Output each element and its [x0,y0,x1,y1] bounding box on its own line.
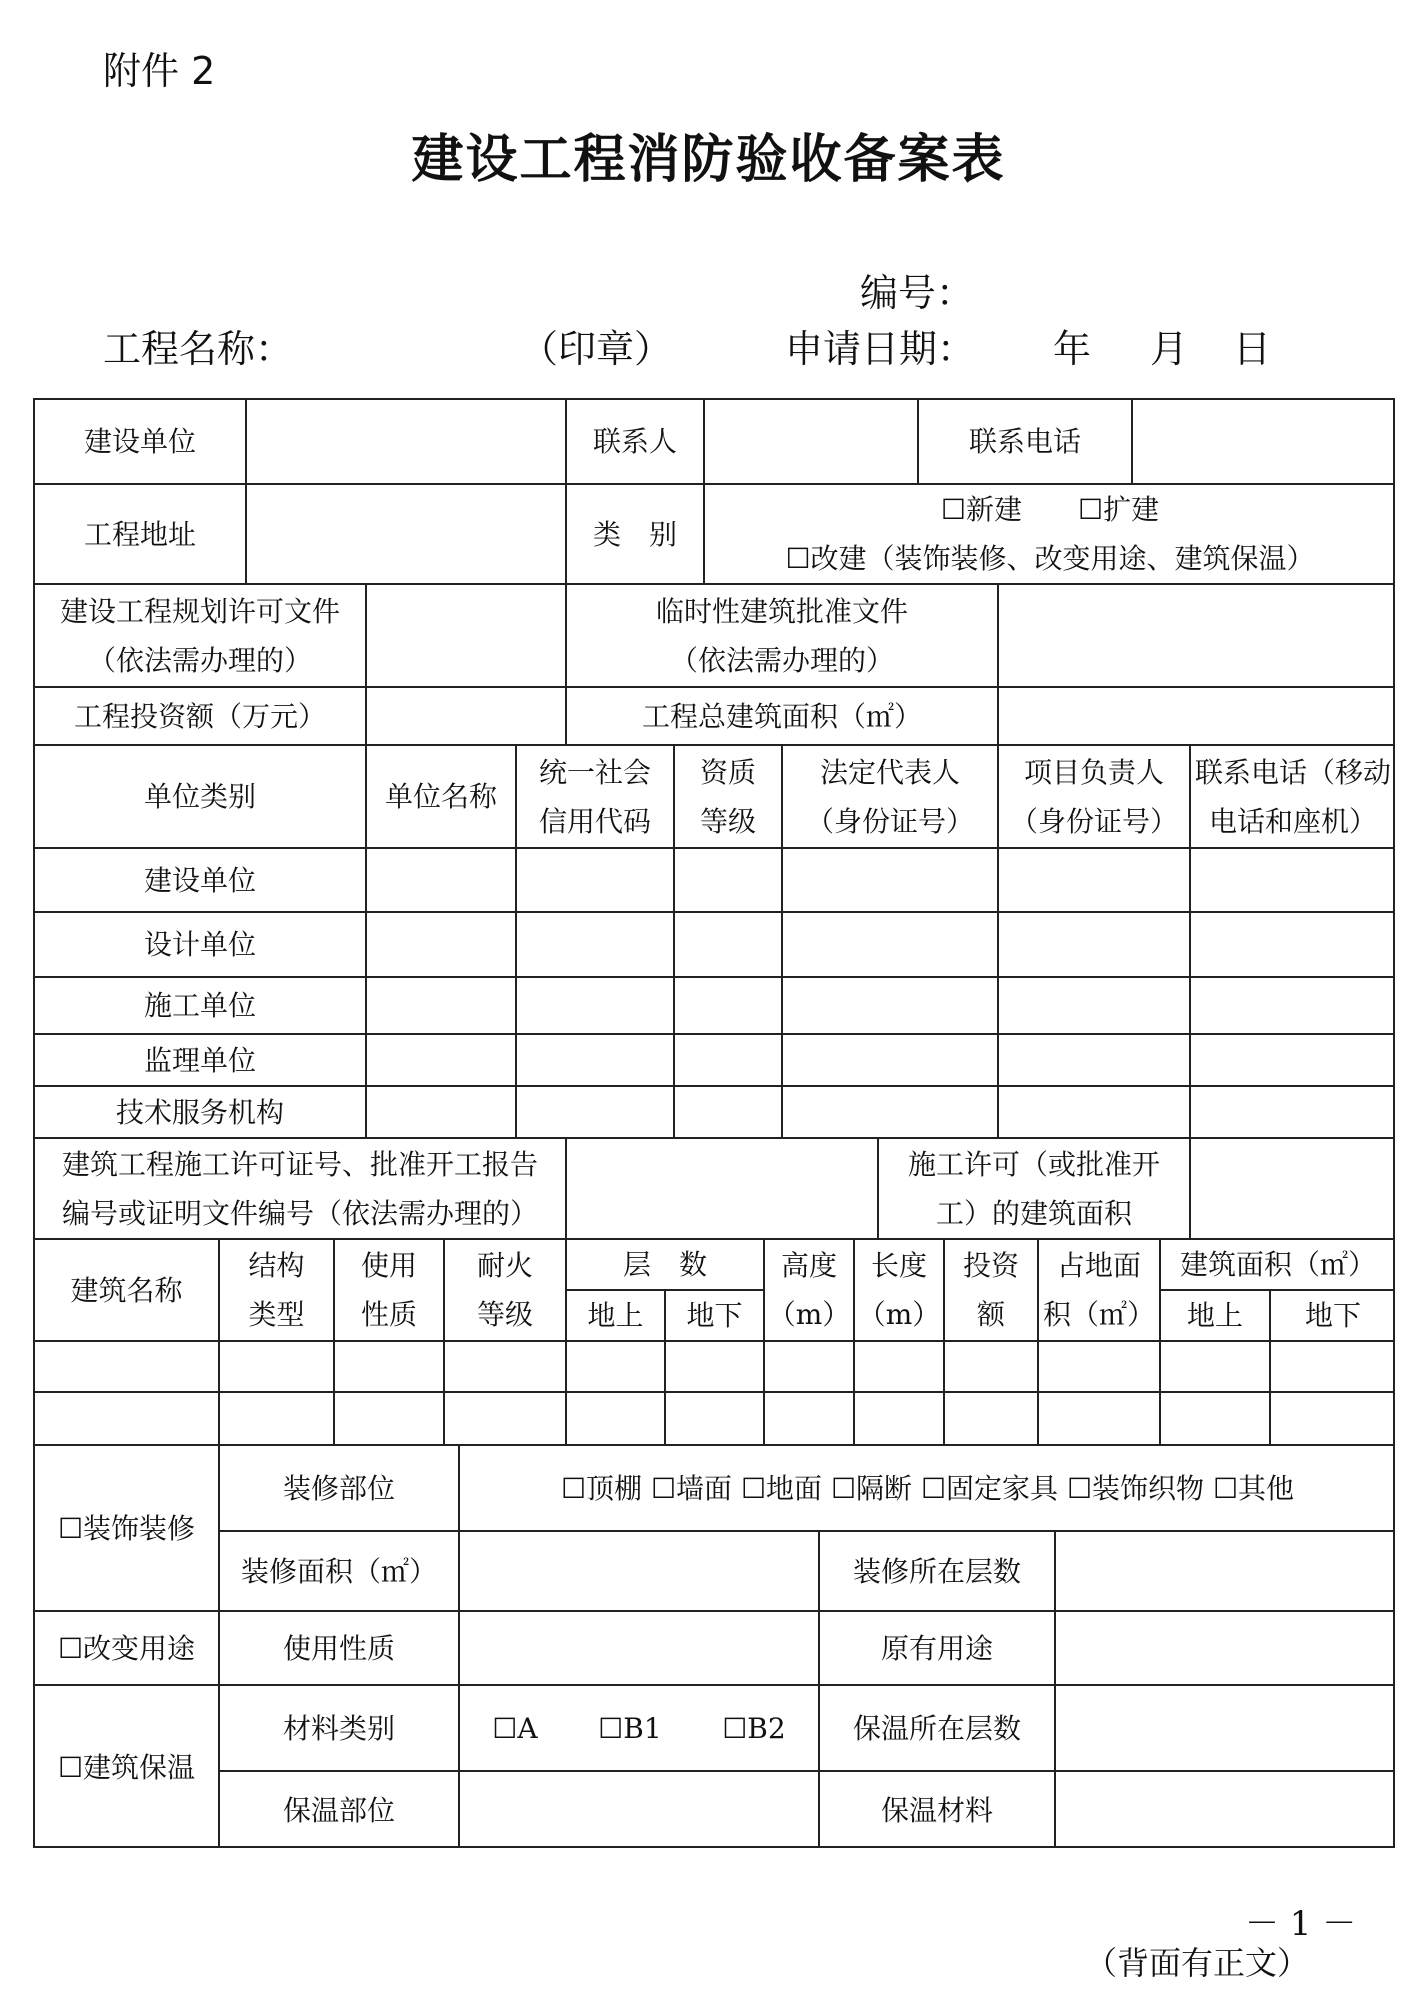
field-insulation-material[interactable] [1054,1770,1395,1848]
header-floors-above: 地上 [565,1289,664,1340]
building-cell[interactable] [33,1340,218,1391]
building-cell[interactable] [1037,1391,1159,1444]
change-use-checkbox[interactable]: ☐改变用途 [33,1610,218,1684]
label-planning-permit: 建设工程规划许可文件 （依法需办理的） [33,583,365,686]
project-name-label: 工程名称： [103,327,294,371]
label-insulation-part: 保温部位 [218,1770,458,1848]
number-label: 编号： [860,271,975,315]
building-cell[interactable] [943,1391,1037,1444]
field-temp-approval[interactable] [997,583,1395,686]
header-length: 长度 （m） [853,1238,943,1340]
month-label: 月 [1150,327,1189,371]
label-permit-area: 施工许可（或批准开 工）的建筑面积 [877,1137,1189,1238]
building-cell[interactable] [565,1340,664,1391]
field-contact-phone[interactable] [1131,398,1395,483]
header-usage-nature: 使用 性质 [333,1238,443,1340]
unit-row-label: 设计单位 [33,911,365,976]
label-total-area: 工程总建筑面积（㎡） [565,686,997,744]
label-original-use: 原有用途 [818,1610,1054,1684]
unit-cell[interactable] [365,1085,515,1137]
unit-cell[interactable] [515,847,673,911]
building-cell[interactable] [763,1340,853,1391]
header-structure-type: 结构 类型 [218,1238,333,1340]
field-contact-person[interactable] [703,398,917,483]
field-insulation-floors[interactable] [1054,1684,1395,1770]
unit-row-label: 技术服务机构 [33,1085,365,1137]
seal-label: （印章） [520,327,673,371]
header-building-area: 建筑面积（㎡） [1159,1238,1395,1289]
back-note: （背面有正文） [1085,1944,1310,1982]
building-cell[interactable] [218,1340,333,1391]
unit-cell[interactable] [515,1033,673,1085]
building-cell[interactable] [333,1340,443,1391]
field-construction-permit[interactable] [565,1137,877,1238]
field-total-area[interactable] [997,686,1395,744]
header-investment: 投资 额 [943,1238,1037,1340]
building-cell[interactable] [943,1340,1037,1391]
record-form-table [33,398,1395,1848]
unit-cell[interactable] [997,1033,1189,1085]
building-cell[interactable] [1269,1340,1395,1391]
material-a-checkbox[interactable]: ☐A [492,1711,538,1745]
label-contact-phone: 联系电话 [917,398,1131,483]
unit-row-label: 施工单位 [33,976,365,1033]
unit-cell[interactable] [1189,1085,1395,1137]
field-permit-area[interactable] [1189,1137,1395,1238]
unit-cell[interactable] [781,1085,997,1137]
header-project-manager: 项目负责人 （身份证号） [997,744,1189,847]
header-area-below: 地下 [1269,1289,1395,1340]
label-construction-unit: 建设单位 [33,398,245,483]
building-cell[interactable] [664,1391,763,1444]
unit-cell[interactable] [365,1033,515,1085]
header-unit-phone: 联系电话（移动 电话和座机） [1189,744,1395,847]
year-label: 年 [1053,327,1092,371]
header-unit-name: 单位名称 [365,744,515,847]
header-building-name: 建筑名称 [33,1238,218,1340]
label-category: 类 别 [565,483,703,583]
field-original-use[interactable] [1054,1610,1395,1684]
header-fire-rating: 耐火 等级 [443,1238,565,1340]
unit-cell[interactable] [515,1085,673,1137]
label-decoration-area: 装修面积（㎡） [218,1530,458,1610]
label-temp-approval: 临时性建筑批准文件 （依法需办理的） [565,583,997,686]
building-cell[interactable] [1159,1391,1269,1444]
material-b2-checkbox[interactable]: ☐B2 [722,1711,786,1745]
unit-cell[interactable] [997,976,1189,1033]
label-use-nature: 使用性质 [218,1610,458,1684]
building-cell[interactable] [333,1391,443,1444]
building-cell[interactable] [1269,1391,1395,1444]
label-investment: 工程投资额（万元） [33,686,365,744]
table-border-bottom [33,1846,1395,1848]
unit-row-label: 建设单位 [33,847,365,911]
unit-cell[interactable] [365,976,515,1033]
label-project-address: 工程地址 [33,483,245,583]
unit-cell[interactable] [781,847,997,911]
unit-cell[interactable] [1189,847,1395,911]
form-title: 建设工程消防验收备案表 [411,129,1006,190]
building-cell[interactable] [763,1391,853,1444]
label-decoration-part: 装修部位 [218,1444,458,1530]
building-cell[interactable] [33,1391,218,1444]
building-cell[interactable] [853,1340,943,1391]
unit-cell[interactable] [673,1085,781,1137]
header-height: 高度 （m） [763,1238,853,1340]
label-material-type: 材料类别 [218,1684,458,1770]
building-cell[interactable] [443,1391,565,1444]
unit-cell[interactable] [781,976,997,1033]
header-area-above: 地上 [1159,1289,1269,1340]
page-number: － 1 － [1245,1904,1357,1944]
header-unit-type: 单位类别 [33,744,365,847]
day-label: 日 [1233,327,1272,371]
category-options[interactable]: ☐新建 ☐扩建 ☐改建（装饰装修、改变用途、建筑保温） [703,483,1395,583]
unit-cell[interactable] [997,847,1189,911]
building-cell[interactable] [1159,1340,1269,1391]
insulation-checkbox[interactable]: ☐建筑保温 [33,1684,218,1848]
field-planning-permit[interactable] [365,583,565,686]
field-project-address[interactable] [245,483,565,583]
unit-cell[interactable] [997,911,1189,976]
unit-cell[interactable] [515,911,673,976]
unit-cell[interactable] [1189,976,1395,1033]
building-cell[interactable] [853,1391,943,1444]
label-decoration-floors: 装修所在层数 [818,1530,1054,1610]
decoration-checkbox[interactable]: ☐装饰装修 [33,1444,218,1610]
unit-cell[interactable] [365,911,515,976]
unit-row-label: 监理单位 [33,1033,365,1085]
header-legal-rep: 法定代表人 （身份证号） [781,744,997,847]
unit-cell[interactable] [781,911,997,976]
label-insulation-floors: 保温所在层数 [818,1684,1054,1770]
material-b1-checkbox[interactable]: ☐B1 [598,1711,662,1745]
unit-cell[interactable] [365,847,515,911]
field-insulation-part[interactable] [458,1770,818,1848]
field-decoration-area[interactable] [458,1530,818,1610]
header-qualification: 资质 等级 [673,744,781,847]
field-construction-unit[interactable] [245,398,565,483]
unit-cell[interactable] [673,1033,781,1085]
building-cell[interactable] [443,1340,565,1391]
material-type-options[interactable] [458,1684,818,1770]
header-credit-code: 统一社会 信用代码 [515,744,673,847]
unit-cell[interactable] [1189,911,1395,976]
label-insulation-material: 保温材料 [818,1770,1054,1848]
apply-date-label: 申请日期： [785,327,976,371]
unit-cell[interactable] [673,976,781,1033]
decoration-part-options[interactable]: ☐顶棚 ☐墙面 ☐地面 ☐隔断 ☐固定家具 ☐装饰织物 ☐其他 [458,1444,1395,1530]
unit-cell[interactable] [515,976,673,1033]
table-border-right [1393,398,1395,1848]
field-investment[interactable] [365,686,565,744]
building-cell[interactable] [218,1391,333,1444]
label-contact-person: 联系人 [565,398,703,483]
field-use-nature[interactable] [458,1610,818,1684]
building-cell[interactable] [565,1391,664,1444]
header-floors: 层 数 [565,1238,763,1289]
unit-cell[interactable] [673,911,781,976]
unit-cell[interactable] [997,1085,1189,1137]
field-decoration-floors[interactable] [1054,1530,1395,1610]
label-construction-permit: 建筑工程施工许可证号、批准开工报告 编号或证明文件编号（依法需办理的） [33,1137,565,1238]
header-floors-below: 地下 [664,1289,763,1340]
building-cell[interactable] [1037,1340,1159,1391]
building-cell[interactable] [664,1340,763,1391]
unit-cell[interactable] [673,847,781,911]
unit-cell[interactable] [1189,1033,1395,1085]
header-footprint: 占地面 积（㎡） [1037,1238,1159,1340]
unit-cell[interactable] [781,1033,997,1085]
attachment-label: 附件 2 [103,49,216,93]
